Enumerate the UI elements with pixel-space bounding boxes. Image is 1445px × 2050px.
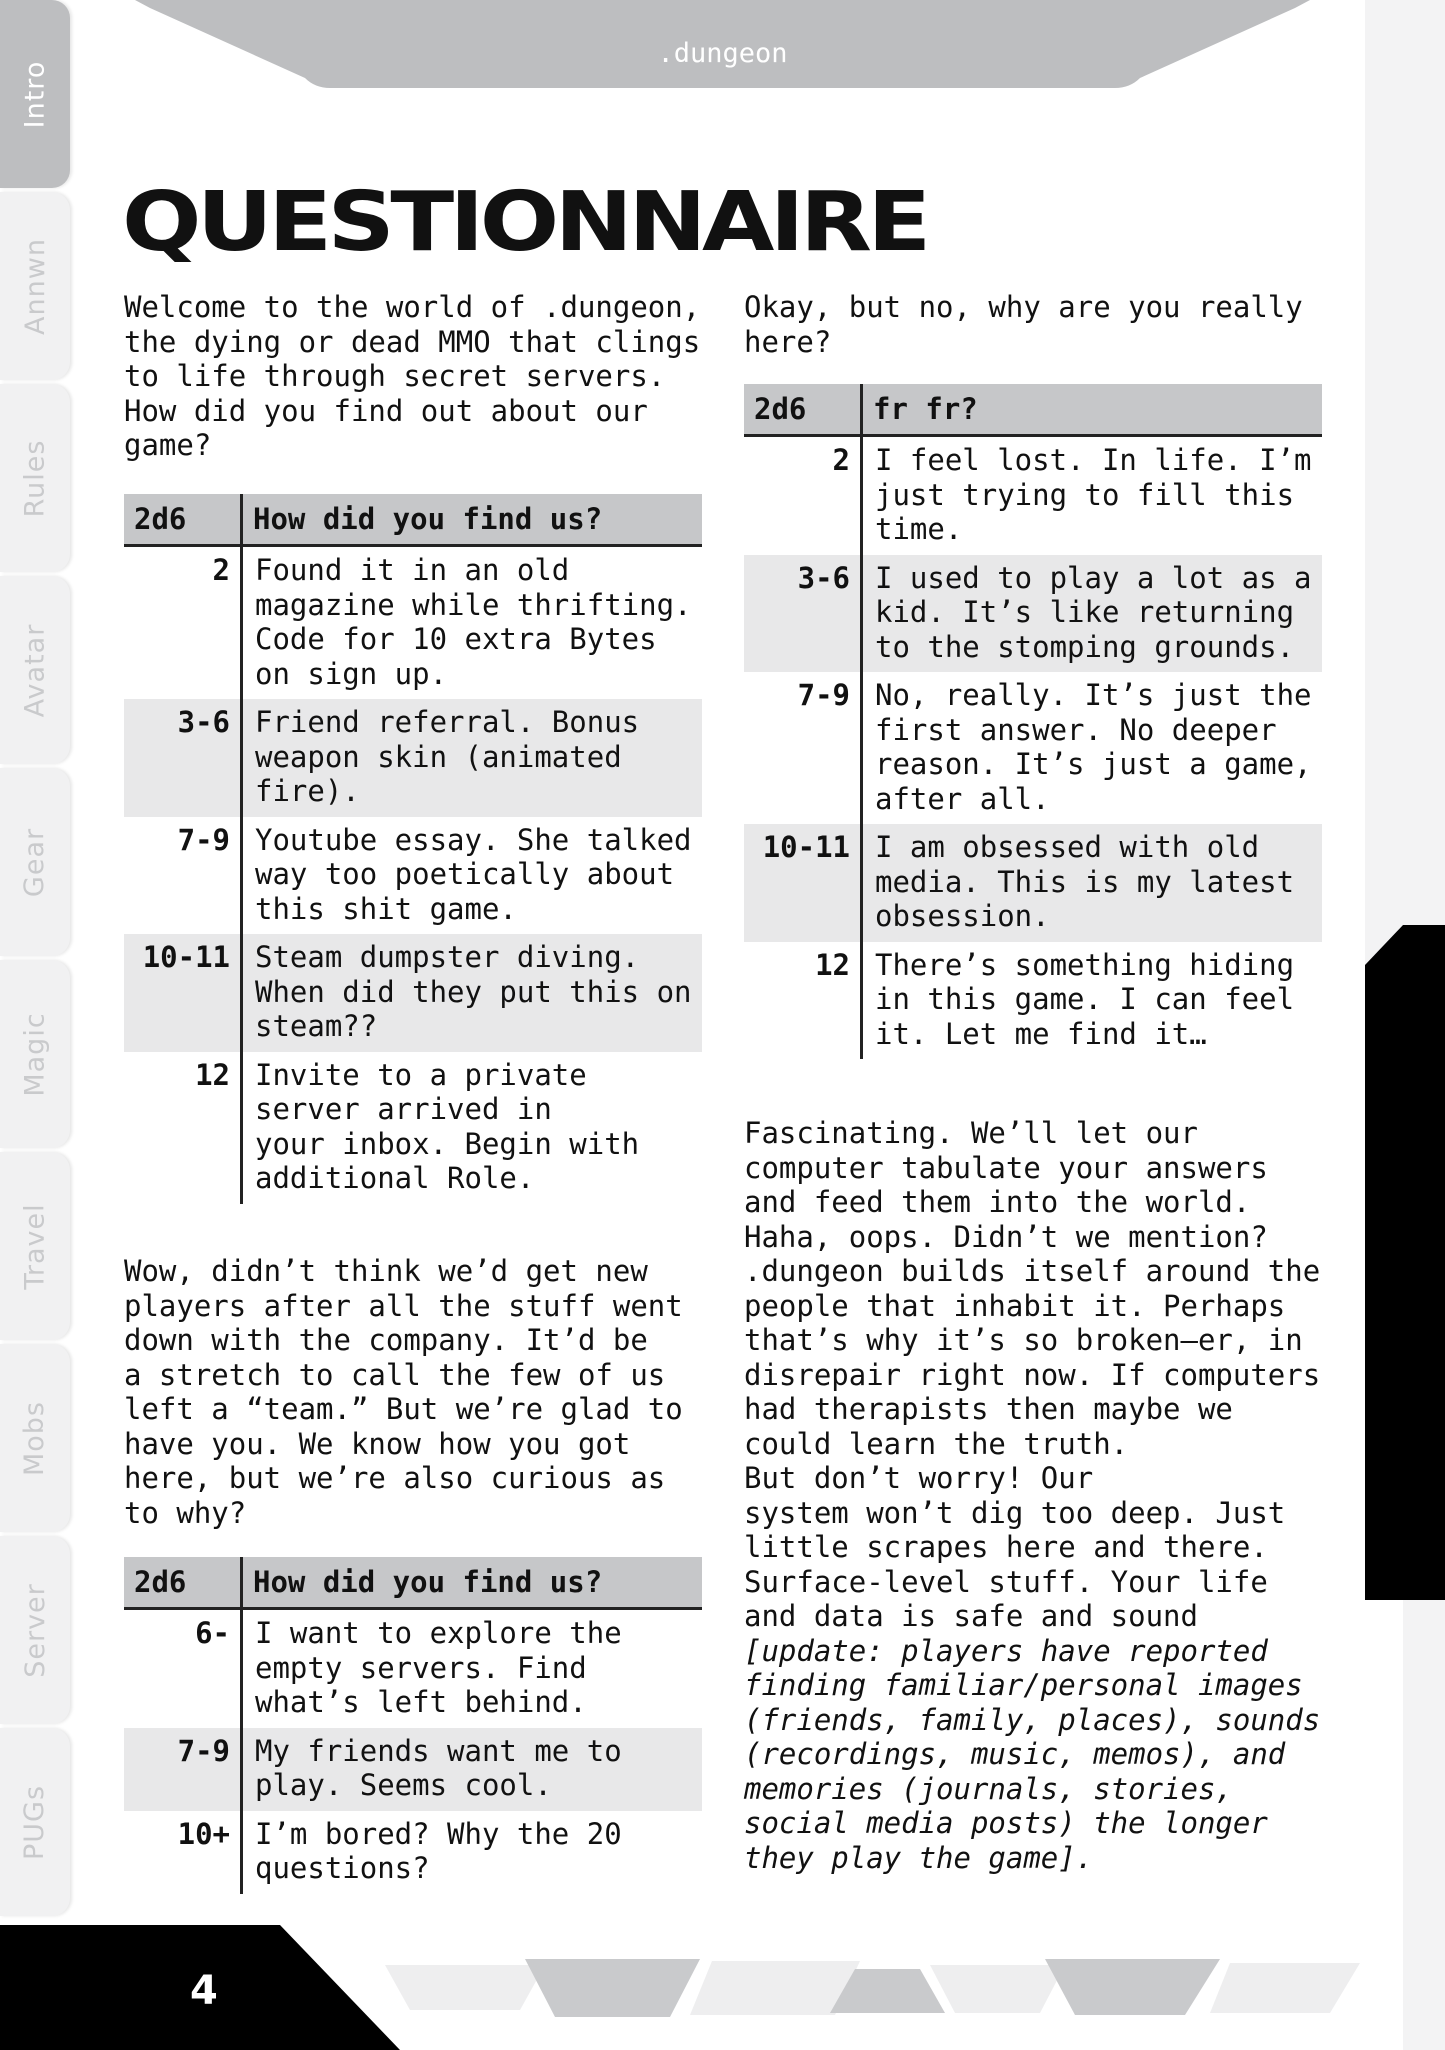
table-header-question: How did you find us? [242, 494, 703, 546]
update-note: [update: players have reported finding familiar/personal images (friends, family, places), sounds (recordings, music, memos), and memories (journals, stories, social media posts) the longer they play the game]. [744, 1633, 1321, 1875]
table-row [744, 942, 1322, 1060]
roll-result: Youtube essay. She talked way too poetically about this shit game. [255, 822, 692, 926]
table-row [124, 1052, 702, 1204]
tab-label: Rules [19, 439, 51, 517]
tab-label: Gear [19, 827, 51, 897]
tab-label: PUGs [19, 1784, 51, 1860]
tab-avatar[interactable] [0, 576, 70, 764]
tab-travel[interactable] [0, 1152, 70, 1340]
body-paragraph: Fascinating. We’ll let our computer tabulate your answers and feed them into the world. Haha, oops. Didn’t we mention? .dungeon builds itself around the people that inhabit it. Perhaps that’s why it’s so broken—er, in disrepair right now. If computers had therapists then maybe we could learn the truth. [744, 1116, 1321, 1461]
tab-gear[interactable] [0, 768, 70, 956]
roll-value: 2 [124, 546, 242, 700]
table-header-question: How did you find us? [242, 1557, 703, 1609]
tab-label: Magic [19, 1011, 51, 1097]
roll-result: Found it in an old magazine while thrifting. Code for 10 extra Bytes on sign up. [255, 553, 692, 691]
roll-result: No, really. It’s just the first answer. No deeper reason. It’s just a game, after all. [875, 678, 1312, 816]
roll-value: 7-9 [744, 672, 862, 824]
table-header-dice: 2d6 [124, 1557, 242, 1609]
roll-result: I am obsessed with old media. This is my latest obsession. [862, 824, 1323, 942]
table-row [124, 546, 702, 700]
roll-value: 10-11 [124, 934, 242, 1052]
table-header-row [124, 494, 702, 546]
tab-mobs[interactable] [0, 1344, 70, 1532]
tab-pugs[interactable] [0, 1728, 70, 1916]
roll-result: I feel lost. In life. I’m just trying to fill this time. [875, 443, 1312, 546]
tab-magic[interactable] [0, 960, 70, 1148]
roll-value: 6- [124, 1609, 242, 1728]
tab-label: Annwn [19, 237, 51, 335]
tab-annwn[interactable] [0, 192, 70, 380]
table-row [124, 1609, 702, 1728]
tab-intro[interactable] [0, 0, 70, 188]
roll-table-find-us [124, 494, 702, 1204]
tab-label: Mobs [19, 1400, 51, 1476]
table-header-row [744, 384, 1322, 436]
roll-value: 3-6 [744, 555, 862, 673]
roll-result: I want to explore the empty servers. Find what’s left behind. [255, 1616, 622, 1719]
tab-label: Server [19, 1582, 51, 1678]
roll-value: 10+ [124, 1811, 242, 1894]
table-header-dice: 2d6 [744, 384, 862, 436]
header-title: .dungeon [657, 38, 788, 69]
roll-result: I’m bored? Why the 20 questions? [255, 1816, 622, 1885]
table-row [124, 1811, 702, 1894]
tab-rules[interactable] [0, 384, 70, 572]
left-middle-paragraph: Wow, didn’t think we’d get new players after all the stuff went down with the company. It’d be a stretch to call the few of us left a “team.” But we’re glad to have you. We know how you got here, but we’re also curious as to why? [124, 1254, 683, 1530]
tab-label: Avatar [19, 623, 51, 717]
table-row [124, 817, 702, 935]
right-body-text [744, 1116, 1344, 1875]
table-row [744, 824, 1322, 942]
table-header-dice: 2d6 [124, 494, 242, 546]
table-row [744, 672, 1322, 824]
roll-table-fr-fr [744, 384, 1322, 1059]
table-row [124, 699, 702, 817]
header-banner [135, 0, 1310, 88]
roll-value: 7-9 [124, 1728, 242, 1811]
table-row [124, 1728, 702, 1811]
right-intro-paragraph: Okay, but no, why are you really here? [744, 290, 1303, 359]
roll-result: Friend referral. Bonus weapon skin (animated fire). [242, 699, 703, 817]
page-number: 4 [190, 1968, 218, 2014]
page-title: QUESTIONNAIRE [122, 175, 927, 270]
roll-value: 12 [124, 1052, 242, 1204]
roll-result: There’s something hiding in this game. I can feel it. Let me find it… [875, 947, 1295, 1051]
tab-label: Intro [19, 60, 51, 128]
tab-label: Travel [19, 1202, 51, 1290]
table-header-question: fr fr? [862, 384, 1323, 436]
table-row [744, 436, 1322, 555]
roll-value: 2 [744, 436, 862, 555]
side-tab-strip [0, 0, 72, 1930]
left-intro-paragraph: Welcome to the world of .dungeon, the dying or dead MMO that clings to life through secret servers. How did you find out about our game? [124, 290, 701, 462]
roll-result: I used to play a lot as a kid. It’s like returning to the stomping grounds. [862, 555, 1323, 673]
table-header-row [124, 1557, 702, 1609]
tab-server[interactable] [0, 1536, 70, 1724]
roll-value: 7-9 [124, 817, 242, 935]
table-row [124, 934, 702, 1052]
roll-value: 10-11 [744, 824, 862, 942]
body-paragraph: But don’t worry! Our system won’t dig too deep. Just little scrapes here and there. Surface-level stuff. Your life and data is safe and sound [744, 1461, 1286, 1633]
right-edge-band [1365, 0, 1445, 2050]
roll-value: 12 [744, 942, 862, 1060]
roll-value: 3-6 [124, 699, 242, 817]
roll-table-find-us-2 [124, 1557, 702, 1894]
table-row [744, 555, 1322, 673]
roll-result: Steam dumpster diving. When did they put this on steam?? [242, 934, 703, 1052]
roll-result: Invite to a private server arrived in your inbox. Begin with additional Role. [255, 1057, 640, 1195]
roll-result: My friends want me to play. Seems cool. [242, 1728, 703, 1811]
